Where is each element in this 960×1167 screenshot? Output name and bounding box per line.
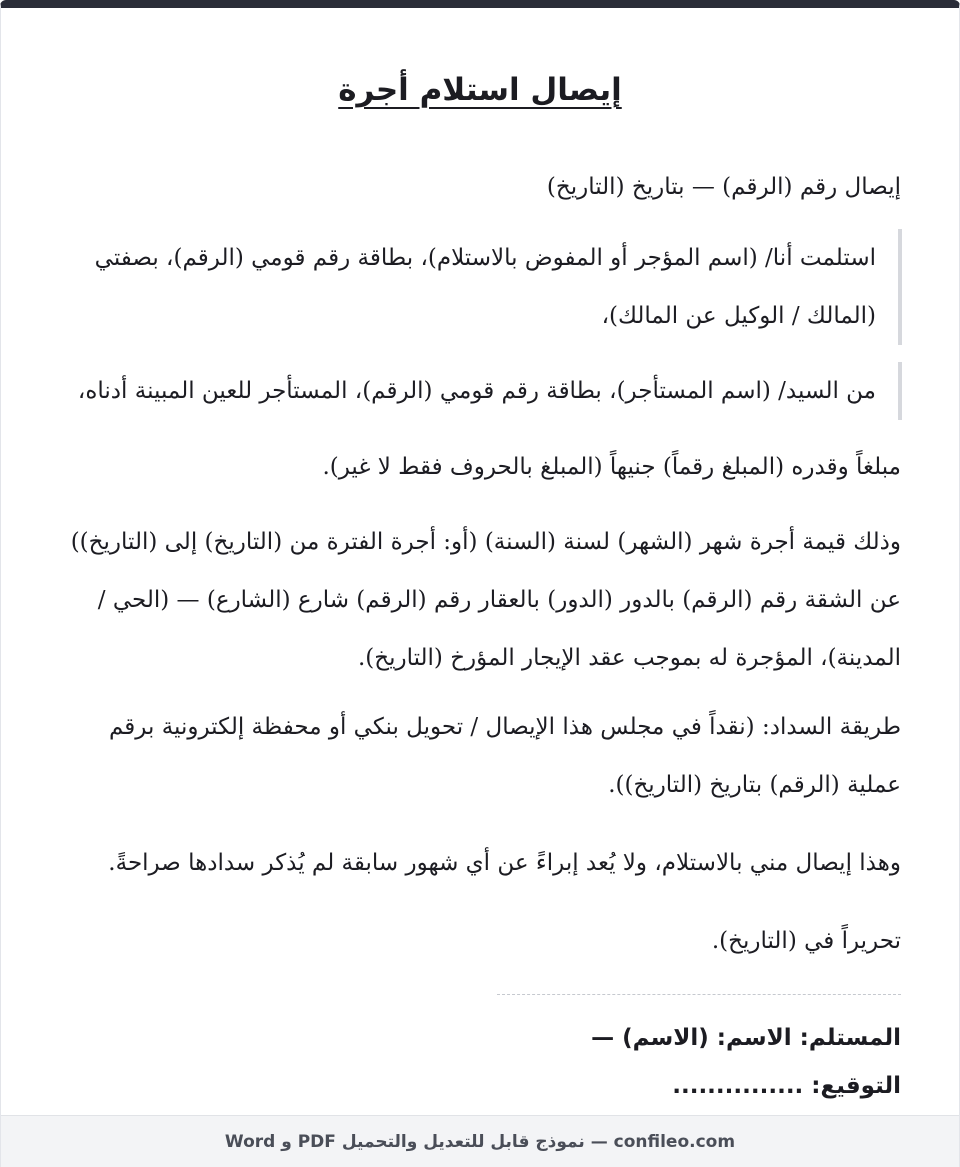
landlord-statement-quote: استلمت أنا/ (اسم المؤجر أو المفوض بالاستلام)، بطاقة رقم قومي (الرقم)، بصفتي (المالك / الوكيل عن المالك)، [56,229,902,345]
payment-method-paragraph: طريقة السداد: (نقداً في مجلس هذا الإيصال / تحويل بنكي أو محفظة إلكترونية برقم عملية (الرقم) بتاريخ (التاريخ)). [109,714,901,798]
footer-text: confileo.com — نموذج قابل للتعديل والتحميل PDF و Word [224,1132,736,1152]
tenant-statement-quote: من السيد/ (اسم المستأجر)، بطاقة رقم قومي (الرقم)، المستأجر للعين المبينة أدناه، [56,362,902,420]
amount-paragraph: مبلغاً وقدره (المبلغ رقماً) جنيهاً (المبلغ بالحروف فقط لا غير). [322,454,901,480]
acknowledgement-paragraph: وهذا إيصال مني بالاستلام، ولا يُعد إبراءً عن أي شهور سابقة لم يُذكر سدادها صراحةً. [108,850,901,876]
footer-bar [1,1115,959,1167]
receipt-number-line: إيصال رقم (الرقم) — بتاريخ (التاريخ) [546,174,901,200]
document-title: إيصال استلام أجرة [338,72,622,108]
written-on-date: تحريراً في (التاريخ). [711,928,901,954]
signature-divider [497,994,901,995]
rent-period-paragraph: وذلك قيمة أجرة شهر (الشهر) لسنة (السنة) (أو: أجرة الفترة من (التاريخ) إلى (التاريخ)) عن الشقة رقم (الرقم) بالدور (الدور) بالعقار رقم (الرقم) شارع (الشارع) — (الحي / المدينة)، المؤجرة له بموجب عقد الإيجار المؤرخ (التاريخ). [70,529,901,671]
signature-line: المستلم: الاسم: (الاسم) — التوقيع: ............... [591,1025,901,1099]
